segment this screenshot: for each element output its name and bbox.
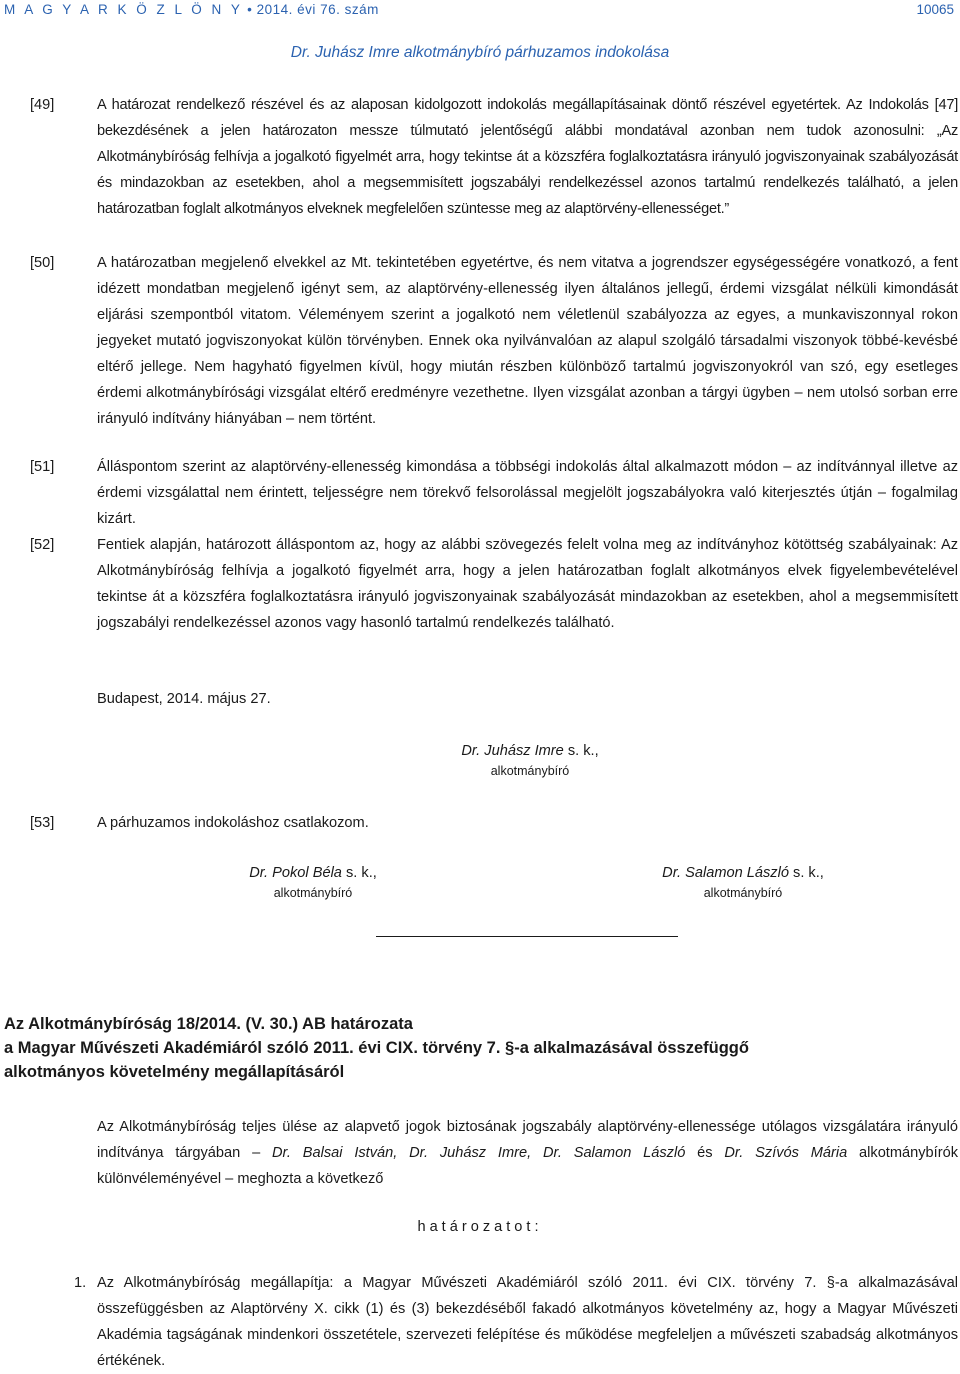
publication-name: M A G Y A R K Ö Z L Ö N Y bbox=[4, 2, 243, 17]
item-text: Az Alkotmánybíróság megállapítja: a Magyar Művészeti Akadémiáról szóló 2011. évi CIX. törvény 7. §-a alkalmazásával összefüggésben az Alaptörvény X. cikk (1) és (3) bekezdéséből fakadó alkotmányos követelmény az, hogy a Magyar Művészeti Akadémia tagságának mindenkori összetétele, szervezeti felépítése és működése megfeleljen a művészeti szabadság alkotmányos értékének. bbox=[97, 1275, 958, 1369]
running-header bbox=[0, 0, 960, 22]
signer-name: Dr. Pokol Béla bbox=[249, 865, 342, 881]
decision-title-line: Az Alkotmánybíróság 18/2014. (V. 30.) AB határozata bbox=[4, 1015, 413, 1033]
signer-suffix: s. k., bbox=[788, 865, 824, 881]
paragraph-text: A határozat rendelkező részével és az alaposan kidolgozott indokolás megállapításainak döntő részével egyetértek. Az Indokolás [47] bekezdésének a jelen határozaton messze túlmutató jelentőségű alábbi mondatával azonban nem tudok azonosulni: „Az Alkotmánybíróság felhívja a jogalkotó figyelmét arra, hogy tekintse át a közszféra foglalkoztatásra irányuló jogviszonyainak szabályozását és mindazokban az esetekben, ahol a megsemmisített jogszabályi rendelkezéssel azonos tartalmú rendelkezés található, a jelen határozatban foglalt alkotmányos elveknek megfelelően szüntesse meg az alaptörvény-ellenességet.” bbox=[97, 97, 958, 217]
signer-role: alkotmánybíró bbox=[273, 886, 353, 900]
signer-role: alkotmánybíró bbox=[703, 886, 783, 900]
section-title: Dr. Juhász Imre alkotmánybíró párhuzamos indokolása bbox=[290, 44, 670, 61]
paragraph-text: A határozatban megjelenő elvekkel az Mt. tekintetében egyetértve, és nem vitatva a jogrendszer egységességére vonatkozó, a fent idézett mondatban megjelenő igényt sem, az alaptörvény-ellenesség ilyen általános jellegű, érdemi vizsgálat nélküli kimondását eljárási szempontból vitatom. Véleményem szerint a jogalkotó nem véletlenül szabályozza az egyes, a munkaviszonnyal rokon jegyeket mutató jogviszonyokat külön törvényben. Ennek oka nyilvánvalóan az alapul szolgáló társadalmi viszonyok többé-kevésbé eltérő jellege. Nem hagyható figyelmen kívül, hogy miután részben különböző tartalmú jogviszonyokról van szó, egy esetleges érdemi alkotmánybírósági vizsgálat eltérő eredményre vezethetne. Ilyen vizsgálat azonban a tárgyi ügyben – nem utolsó sorban erre irányuló indítvány hiányában – nem történt. bbox=[97, 255, 958, 427]
decision-title-line: a Magyar Művészeti Akadémiáról szóló 2011. évi CIX. törvény 7. §-a alkalmazásával összefüggő bbox=[4, 1039, 749, 1057]
place-date: Budapest, 2014. május 27. bbox=[97, 691, 271, 707]
signature-salamon bbox=[593, 862, 893, 902]
paragraph-number: [49] bbox=[30, 97, 55, 113]
holding-heading: határozatot: bbox=[417, 1219, 543, 1235]
holding-item-1 bbox=[74, 1270, 958, 1374]
paragraph-49 bbox=[30, 92, 958, 222]
paragraph-text: A párhuzamos indokoláshoz csatlakozom. bbox=[97, 815, 369, 831]
paragraph-53 bbox=[30, 810, 958, 836]
paragraph-text: Fentiek alapján, határozott álláspontom az, hogy az alábbi szövegezés felelt volna meg az indítványhoz kötöttség szabályainak: Az Alkotmánybíróság felhívja a jogalkotó figyelmét arra, hogy a jelen határozatban foglalt alkotmányos elvek figyelembevételével tekintse át a közszféra foglalkoztatásra irányuló jogviszonyainak szabályozását mindazokban az esetekben, ahol a megsemmisített jogszabályi rendelkezéssel azonos vagy hasonló tartalmú rendelkezés található. bbox=[97, 537, 958, 631]
signer-role: alkotmánybíró bbox=[490, 764, 570, 778]
signer-name: Dr. Salamon László bbox=[662, 865, 789, 881]
signer-suffix: s. k., bbox=[563, 743, 599, 759]
paragraph-number: [53] bbox=[30, 815, 55, 831]
decision-title-line: alkotmányos követelmény megállapításáról bbox=[4, 1063, 345, 1081]
paragraph-number: [52] bbox=[30, 537, 55, 553]
paragraph-text: Álláspontom szerint az alaptörvény-ellenesség kimondása a többségi indokolás által alkalmazott módon – az indítvánnyal illetve az érdemi vizsgálattal nem érintett, teljességre nem törekvő felsorolással megjelölt jogszabályokra való kiterjesztés útján – fogalmilag kizárt. bbox=[97, 459, 958, 527]
decision-intro: Az Alkotmánybíróság teljes ülése az alapvető jogok biztosának jogszabály alaptörvény-ellenessége utólagos vizsgálatára irányuló indítványa tárgyában – Dr. Balsai István, Dr. Juhász Imre, Dr. Salamon László és Dr. Szívós Mária alkotmánybírók különvéleményével – meghozta a következő bbox=[97, 1119, 958, 1187]
paragraph-51 bbox=[30, 454, 958, 532]
paragraph-number: [50] bbox=[30, 255, 55, 271]
publication-info bbox=[4, 2, 379, 17]
signer-suffix: s. k., bbox=[341, 865, 377, 881]
signer-name: Dr. Juhász Imre bbox=[461, 743, 564, 759]
dissenting-judge: Dr. Szívós Mária bbox=[724, 1145, 848, 1161]
paragraph-52 bbox=[30, 532, 958, 636]
paragraph-50 bbox=[30, 250, 958, 432]
page-number: 10065 bbox=[916, 2, 954, 17]
signature-juhasz bbox=[380, 740, 680, 780]
header-bullet: • bbox=[247, 2, 253, 17]
paragraph-number: [51] bbox=[30, 459, 55, 475]
item-number: 1. bbox=[74, 1275, 87, 1291]
signature-pokol bbox=[163, 862, 463, 902]
dissenting-judges: Dr. Balsai István, Dr. Juhász Imre, Dr. Salamon László bbox=[272, 1145, 686, 1161]
section-divider bbox=[376, 936, 678, 937]
issue-number: 2014. évi 76. szám bbox=[256, 2, 379, 17]
decision-title bbox=[4, 1012, 749, 1084]
